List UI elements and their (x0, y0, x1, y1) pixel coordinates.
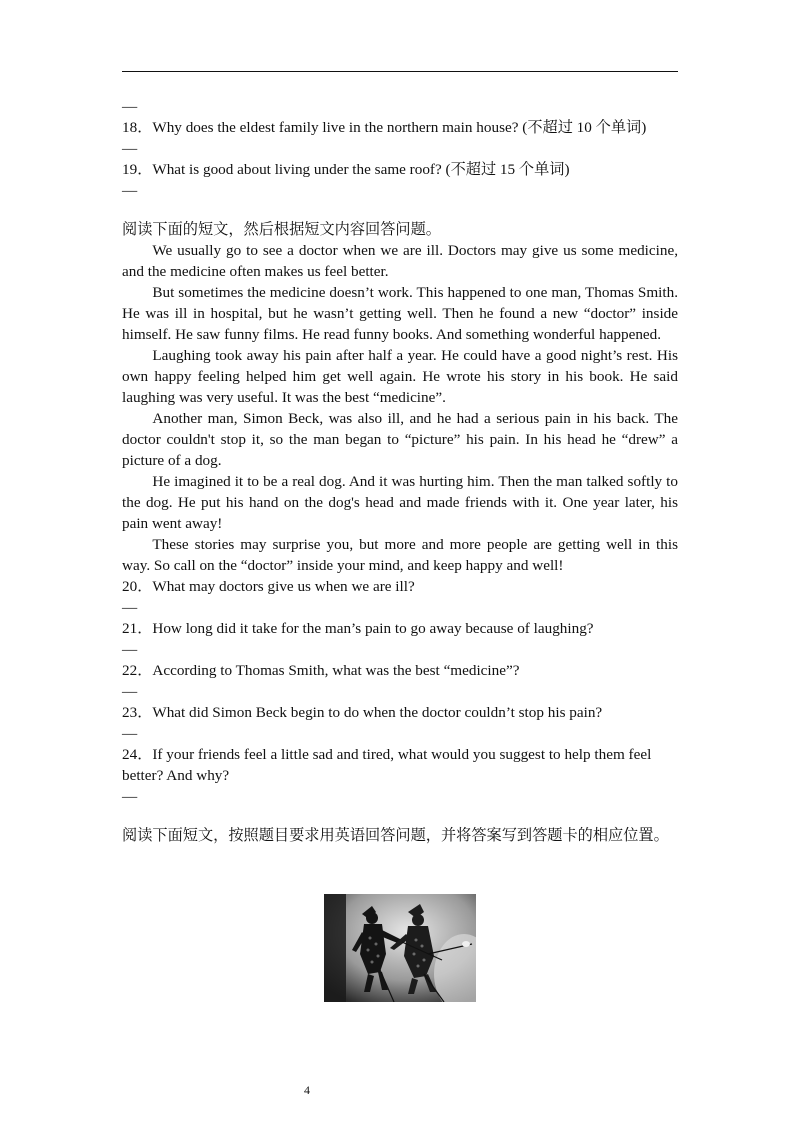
question-number: 20． (122, 578, 153, 595)
question-20 (122, 576, 678, 597)
question-21 (122, 618, 678, 639)
question-text: What is good about living under the same roof? (不超过 15 个单词) (152, 161, 570, 178)
question-22 (122, 660, 678, 681)
question-number: 23． (122, 704, 153, 721)
question-text: What did Simon Beck begin to do when the doctor couldn’t stop his pain? (152, 704, 603, 721)
question-text: How long did it take for the man’s pain to go away because of laughing? (152, 620, 594, 637)
answer-blank-24: — (122, 788, 138, 805)
answer-blank-18: — (122, 140, 138, 157)
question-number: 24． (122, 746, 153, 763)
passage-paragraph: We usually go to see a doctor when we are ill. Doctors may give us some medicine, and the medicine often makes us feel better. (122, 242, 678, 280)
question-text: Why does the eldest family live in the northern main house? (不超过 10 个单词) (152, 119, 647, 136)
question-18 (122, 117, 678, 138)
question-number: 18． (122, 119, 153, 136)
page-number: 4 (304, 1083, 310, 1097)
passage-paragraph: But sometimes the medicine doesn’t work. This happened to one man, Thomas Smith. He was ill in hospital, but he wasn’t getting well. Then he found a new “doctor” inside himself. He saw funny films. He read funny books. And something wonderful happened. (122, 284, 678, 343)
answer-blank-17: — (122, 98, 138, 115)
answer-blank-19: — (122, 182, 138, 199)
shadow-puppet-image (324, 894, 476, 1002)
question-number: 19． (122, 161, 153, 178)
answer-blank-23: — (122, 725, 138, 742)
question-24 (122, 744, 678, 786)
passage-paragraph: Another man, Simon Beck, was also ill, and he had a serious pain in his back. The doctor couldn't stop it, so the man began to “picture” his pain. In his head he “drew” a picture of a dog. (122, 410, 678, 469)
question-number: 21． (122, 620, 153, 637)
answer-blank-22: — (122, 683, 138, 700)
question-number: 22． (122, 662, 153, 679)
shadow-puppet-photo (324, 894, 476, 1002)
page-content (122, 96, 678, 846)
section-instruction: 阅读下面短文，按照题目要求用英语回答问题，并将答案写到答题卡的相应位置。 (122, 827, 669, 844)
section-instruction: 阅读下面的短文，然后根据短文内容回答问题。 (122, 221, 441, 238)
header-rule (122, 71, 678, 72)
question-text: According to Thomas Smith, what was the best “medicine”? (152, 662, 520, 679)
answer-blank-20: — (122, 599, 138, 616)
passage-paragraph: Laughing took away his pain after half a year. He could have a good night’s rest. His own happy feeling helped him get well again. He wrote his story in his book. He said laughing was very useful. It was the best “medicine”. (122, 347, 678, 406)
answer-blank-21: — (122, 641, 138, 658)
passage-paragraph: He imagined it to be a real dog. And it was hurting him. Then the man talked softly to the dog. He put his hand on the dog's head and made friends with it. One year later, his pain went away! (122, 473, 678, 532)
question-19 (122, 159, 678, 180)
question-23 (122, 702, 678, 723)
question-text: If your friends feel a little sad and tired, what would you suggest to help them feel better? And why? (122, 746, 652, 784)
question-text: What may doctors give us when we are ill? (152, 578, 415, 595)
passage-paragraph: These stories may surprise you, but more and more people are getting well in this way. So call on the “doctor” inside your mind, and keep happy and well! (122, 536, 678, 574)
